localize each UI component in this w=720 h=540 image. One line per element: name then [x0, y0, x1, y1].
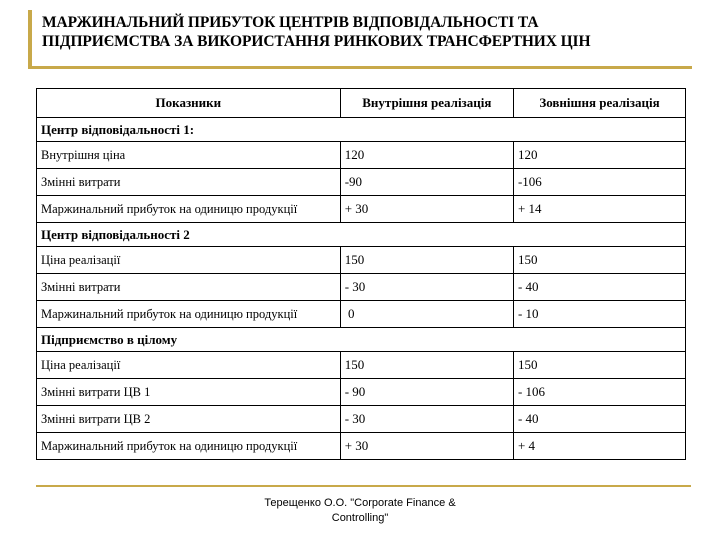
- external-value: + 4: [513, 433, 685, 460]
- slide-title: [42, 13, 682, 51]
- external-value: -106: [513, 169, 685, 196]
- slide-title-line-1: МАРЖИНАЛЬНИЙ ПРИБУТОК ЦЕНТРІВ ВІДПОВІДАЛЬНОСТІ ТА: [42, 14, 539, 31]
- table-row: [37, 433, 686, 460]
- footer-line-1: Терещенко О.О. "Corporate Finance &: [264, 497, 456, 509]
- group-row: [37, 223, 686, 247]
- internal-value: -90: [340, 169, 513, 196]
- table-header-row: [37, 89, 686, 118]
- internal-value: - 30: [340, 274, 513, 301]
- table-row: [37, 352, 686, 379]
- row-name: Маржинальний прибуток на одиницю продукції: [37, 301, 341, 328]
- margin-profit-table: [36, 88, 686, 460]
- table-row: [37, 247, 686, 274]
- row-name: Ціна реалізації: [37, 352, 341, 379]
- title-accent-bar: [28, 10, 32, 68]
- external-value: 150: [513, 247, 685, 274]
- table-row: [37, 142, 686, 169]
- row-name: Внутрішня ціна: [37, 142, 341, 169]
- row-name: Маржинальний прибуток на одиницю продукції: [37, 433, 341, 460]
- row-name: Змінні витрати: [37, 274, 341, 301]
- external-value: - 40: [513, 274, 685, 301]
- group-label-responsibility-center-2: Центр відповідальності 2: [37, 223, 686, 247]
- group-label-enterprise-total: Підприємство в цілому: [37, 328, 686, 352]
- internal-value: + 30: [340, 196, 513, 223]
- table-row: [37, 301, 686, 328]
- external-value: - 106: [513, 379, 685, 406]
- column-header-indicators: Показники: [37, 89, 341, 118]
- external-value: 150: [513, 352, 685, 379]
- table-row: [37, 406, 686, 433]
- internal-value: - 90: [340, 379, 513, 406]
- footer-rule: [36, 485, 691, 487]
- column-header-internal-sales: Внутрішня реалізація: [340, 89, 513, 118]
- internal-value: 0: [340, 301, 513, 328]
- internal-value: + 30: [340, 433, 513, 460]
- row-name: Змінні витрати ЦВ 1: [37, 379, 341, 406]
- group-label-responsibility-center-1: Центр відповідальності 1:: [37, 118, 686, 142]
- footer-line-2: Controlling": [331, 512, 389, 524]
- internal-value: 120: [340, 142, 513, 169]
- internal-value: 150: [340, 247, 513, 274]
- group-row: [37, 328, 686, 352]
- row-name: Змінні витрати ЦВ 2: [37, 406, 341, 433]
- internal-value: 150: [340, 352, 513, 379]
- row-name: Маржинальний прибуток на одиницю продукції: [37, 196, 341, 223]
- row-name: Змінні витрати: [37, 169, 341, 196]
- internal-value: - 30: [340, 406, 513, 433]
- group-row: [37, 118, 686, 142]
- external-value: + 14: [513, 196, 685, 223]
- table-row: [37, 169, 686, 196]
- external-value: - 40: [513, 406, 685, 433]
- table-row: [37, 379, 686, 406]
- title-underline: [28, 66, 692, 69]
- footer-credit: [200, 496, 520, 526]
- row-name: Ціна реалізації: [37, 247, 341, 274]
- table-row: [37, 274, 686, 301]
- column-header-external-sales: Зовнішня реалізація: [513, 89, 685, 118]
- external-value: 120: [513, 142, 685, 169]
- external-value: - 10: [513, 301, 685, 328]
- table-row: [37, 196, 686, 223]
- slide-title-line-2: ПІДПРИЄМСТВА ЗА ВИКОРИСТАННЯ РИНКОВИХ ТРАНСФЕРТНИХ ЦІН: [42, 33, 591, 50]
